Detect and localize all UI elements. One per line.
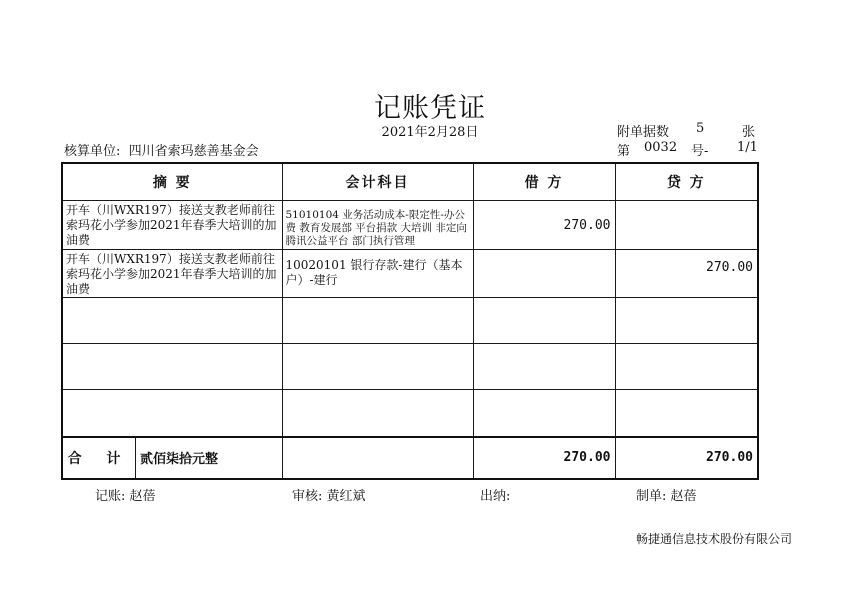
attachment-label: 附单据数	[617, 125, 670, 140]
voucher-title: 记账凭证	[374, 93, 486, 124]
table-row	[62, 390, 758, 437]
reviewer-signature	[292, 485, 366, 504]
bookkeeper-name: 赵蓓	[129, 489, 156, 504]
voucher-table	[61, 162, 759, 480]
total-row	[62, 437, 758, 479]
cashier-signature	[480, 485, 515, 504]
row-credit	[615, 344, 758, 390]
row-credit	[615, 390, 758, 437]
row-account	[282, 390, 473, 437]
row-debit: 270.00	[473, 201, 615, 250]
row-debit	[473, 298, 615, 344]
table-row	[62, 344, 758, 390]
accounting-unit-label: 核算单位:	[64, 144, 121, 159]
table-row	[62, 298, 758, 344]
total-cell	[62, 437, 282, 479]
bookkeeper-label: 记账:	[95, 489, 126, 504]
row-summary	[62, 344, 282, 390]
total-split	[63, 438, 282, 478]
reviewer-name: 黄红斌	[326, 489, 366, 504]
header-debit: 借 方	[473, 163, 615, 201]
preparer-signature	[636, 485, 697, 504]
header-summary: 摘 要	[62, 163, 282, 201]
total-account-empty	[282, 437, 473, 479]
table-row	[62, 250, 758, 298]
row-credit: 270.00	[615, 250, 758, 298]
row-account	[282, 344, 473, 390]
row-summary: 开车（川WXR197）接送支教老师前往索玛花小学参加2021年春季大培训的加油费	[62, 250, 282, 298]
row-summary: 开车（川WXR197）接送支教老师前往索玛花小学参加2021年春季大培训的加油费	[62, 201, 282, 250]
row-debit	[473, 344, 615, 390]
table-row	[62, 201, 758, 250]
row-credit	[615, 201, 758, 250]
bookkeeper-signature	[95, 485, 156, 504]
attachment-count: 5	[696, 121, 705, 136]
software-company: 畅捷通信息技术股份有限公司	[635, 532, 792, 546]
table-header-row	[62, 163, 758, 201]
header-account: 会计科目	[282, 163, 473, 201]
total-in-words: 贰佰柒拾元整	[140, 452, 219, 467]
voucher-date: 2021年2月28日	[381, 125, 479, 140]
row-credit	[615, 298, 758, 344]
total-credit: 270.00	[615, 437, 758, 479]
reviewer-label: 审核:	[292, 489, 323, 504]
cashier-label: 出纳:	[480, 489, 511, 504]
accounting-unit	[64, 140, 259, 159]
voucher-number: 0032	[644, 140, 678, 155]
row-debit	[473, 250, 615, 298]
attachment-unit: 张	[742, 125, 756, 140]
total-label: 合 计	[63, 438, 136, 478]
row-account: 10020101 银行存款-建行（基本户）-建行	[282, 250, 473, 298]
row-summary	[62, 298, 282, 344]
row-account	[282, 298, 473, 344]
accounting-unit-value: 四川省索玛慈善基金会	[128, 144, 259, 159]
total-debit: 270.00	[473, 437, 615, 479]
preparer-name: 赵蓓	[670, 489, 697, 504]
preparer-label: 制单:	[636, 489, 667, 504]
header-credit: 贷 方	[615, 163, 758, 201]
row-account: 51010104 业务活动成本-限定性-办公费 教育发展部 平台捐款 大培训 非定向 腾讯公益平台 部门执行管理	[282, 201, 473, 250]
row-summary	[62, 390, 282, 437]
voucher-number-prefix: 第	[617, 144, 631, 159]
row-debit	[473, 390, 615, 437]
voucher-page: 1/1	[737, 140, 758, 155]
voucher-number-suffix: 号-	[691, 144, 709, 159]
